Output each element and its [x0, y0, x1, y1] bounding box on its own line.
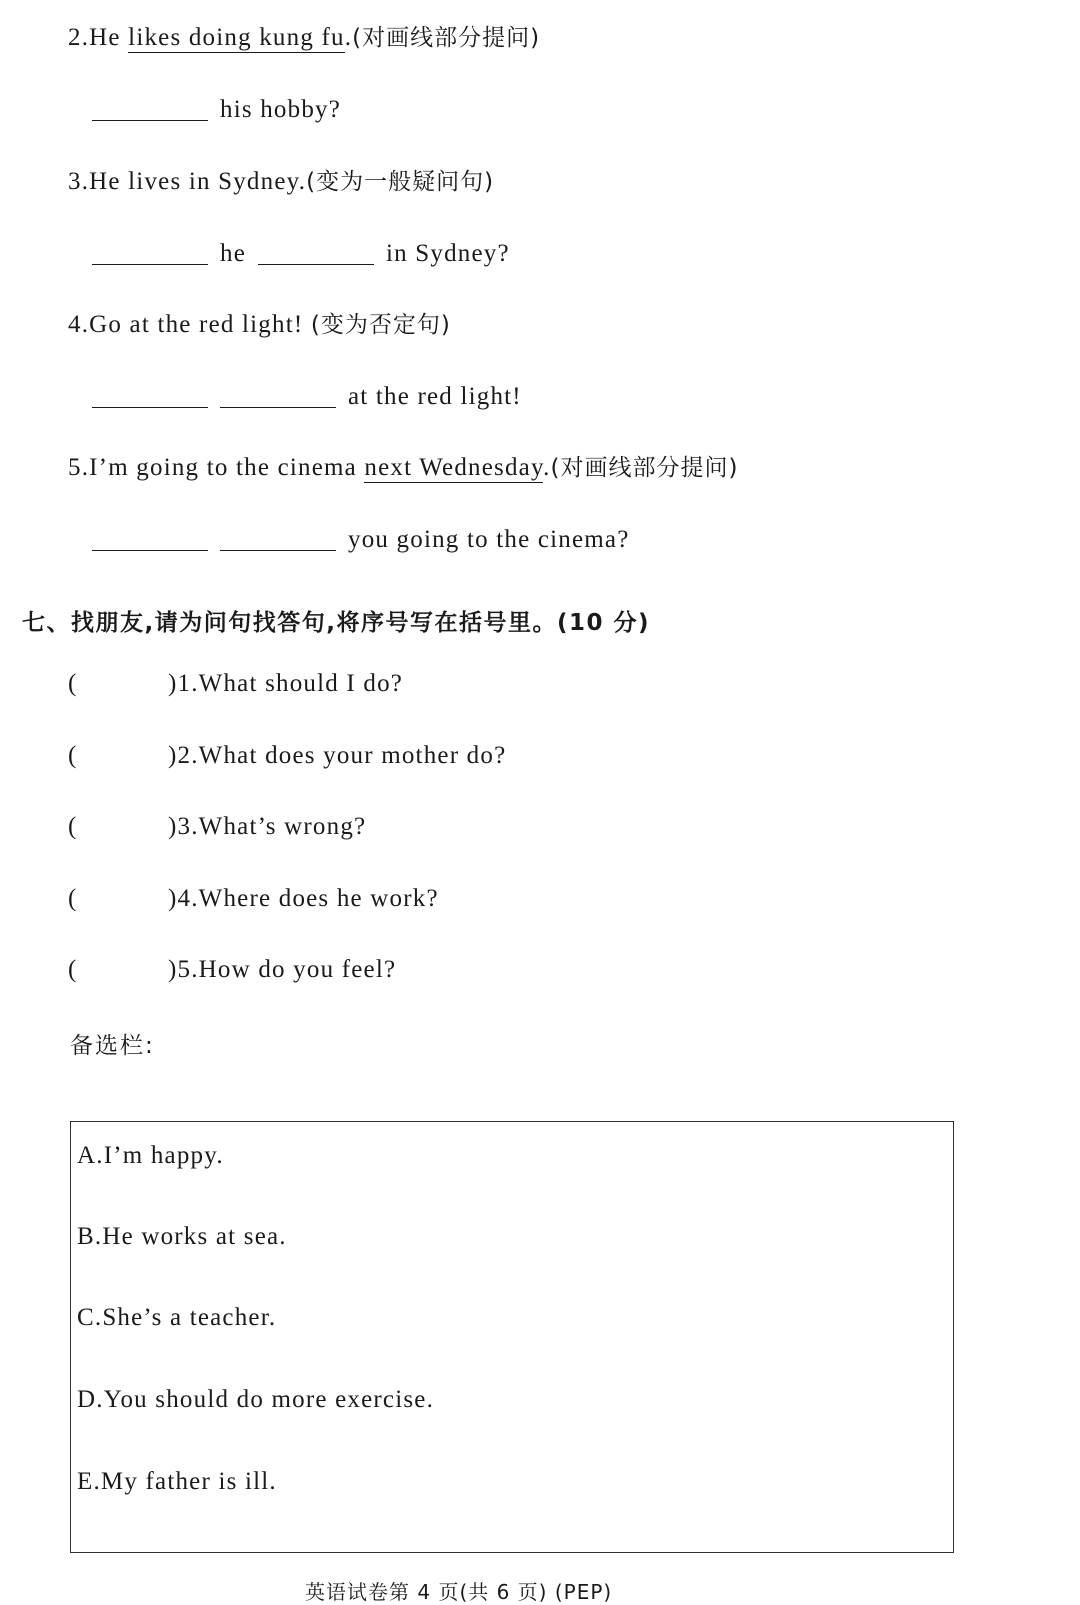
match-question-text: )2.What does your mother do? [168, 742, 507, 769]
answer-paren[interactable]: ( [68, 742, 78, 769]
answer-blank[interactable] [92, 118, 208, 121]
question-4-instruction: (变为否定句) [310, 312, 451, 338]
match-question-text: )3.What’s wrong? [168, 813, 367, 840]
question-2-number: 2. [68, 24, 90, 51]
match-question-text: )1.What should I do? [168, 670, 404, 697]
match-question-5 [68, 954, 396, 986]
choices-label: 备选栏: [70, 1033, 155, 1059]
match-question-4 [68, 883, 439, 915]
question-3-instruction: (变为一般疑问句) [306, 169, 495, 195]
question-5-number: 5. [68, 454, 90, 481]
question-3-answer-mid: he [220, 240, 246, 267]
answer-blank[interactable] [92, 262, 208, 265]
match-question-text: )4.Where does he work? [168, 885, 439, 912]
section-seven-title: 七、找朋友,请为问句找答句,将序号写在括号里。(10 分) [22, 610, 651, 636]
question-2-answer-tail: his hobby? [220, 96, 342, 123]
answer-paren[interactable]: ( [68, 813, 78, 840]
question-3-answer-line [92, 238, 510, 270]
question-4-answer-line [92, 381, 522, 413]
answer-blank[interactable] [220, 405, 336, 408]
answer-blank[interactable] [92, 548, 208, 551]
question-5-answer-tail: you going to the cinema? [348, 526, 630, 553]
question-2-text-pre: He [89, 24, 129, 51]
choice-a: A.I’m happy. [77, 1142, 224, 1169]
question-4-text: Go at the red light! [89, 311, 311, 338]
question-4-answer-tail: at the red light! [348, 383, 522, 410]
match-question-2 [68, 740, 506, 772]
choice-c: C.She’s a teacher. [77, 1304, 277, 1331]
match-question-text: )5.How do you feel? [168, 956, 397, 983]
question-3-number: 3. [68, 168, 90, 195]
choices-box [70, 1121, 954, 1553]
question-3-prompt [68, 166, 494, 198]
question-2-instruction: (对画线部分提问) [352, 25, 541, 51]
question-2-answer-line [92, 94, 341, 126]
choice-d: D.You should do more exercise. [77, 1386, 435, 1413]
answer-blank[interactable] [92, 405, 208, 408]
page-footer: 英语试卷第 4 页(共 6 页) (PEP) [305, 1580, 613, 1604]
answer-paren[interactable]: ( [68, 885, 78, 912]
question-5-underlined-text: next Wednesday [364, 454, 544, 481]
question-5-prompt [68, 452, 738, 484]
choice-e: E.My father is ill. [77, 1468, 277, 1495]
match-question-1 [68, 668, 403, 700]
question-5-answer-line [92, 524, 630, 556]
question-2-prompt [68, 22, 540, 54]
answer-blank[interactable] [220, 548, 336, 551]
question-5-text-pre: I’m going to the cinema [89, 454, 365, 481]
answer-paren[interactable]: ( [68, 670, 78, 697]
question-3-answer-tail: in Sydney? [386, 240, 510, 267]
answer-blank[interactable] [258, 262, 374, 265]
question-3-text: He lives in Sydney. [89, 168, 307, 195]
question-5-text-post: . [543, 454, 551, 481]
question-2-underlined-text: likes doing kung fu [128, 24, 345, 51]
match-question-3 [68, 811, 366, 843]
question-4-prompt [68, 309, 451, 341]
question-5-instruction: (对画线部分提问) [550, 455, 739, 481]
choice-b: B.He works at sea. [77, 1223, 287, 1250]
answer-paren[interactable]: ( [68, 956, 78, 983]
question-2-text-post: . [344, 24, 353, 51]
question-4-number: 4. [68, 311, 90, 338]
